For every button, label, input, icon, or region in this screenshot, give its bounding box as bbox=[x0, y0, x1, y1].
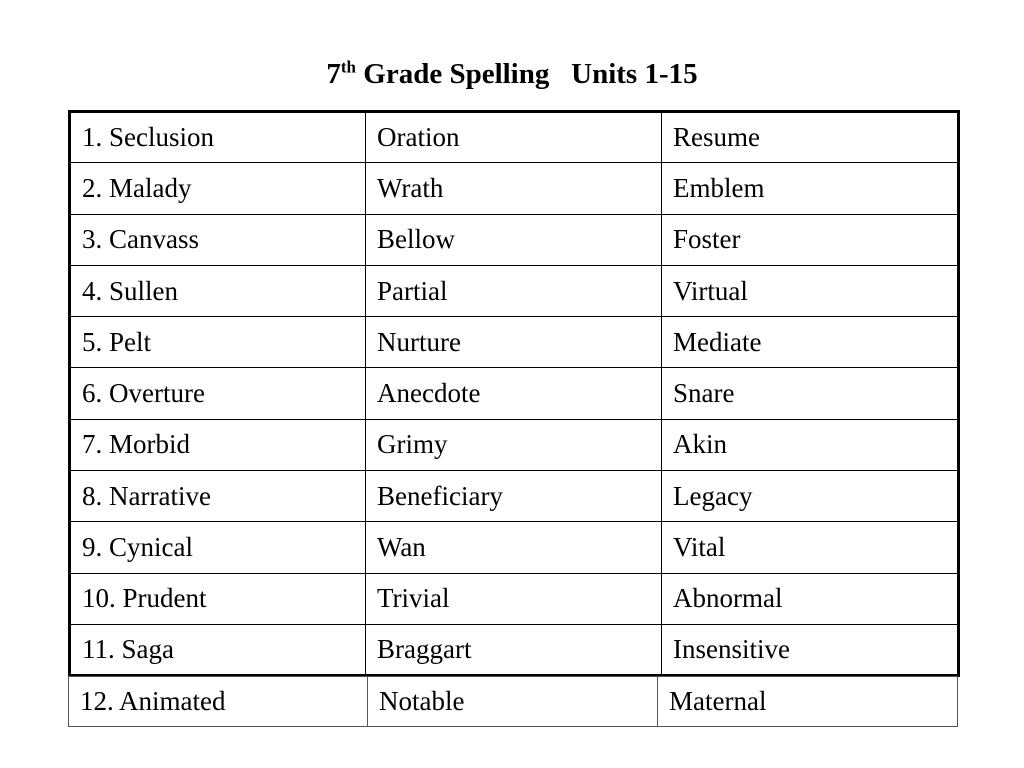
word-cell: Bellow bbox=[366, 214, 662, 265]
word-cell: 4. Sullen bbox=[70, 265, 366, 316]
word-cell: Nurture bbox=[366, 317, 662, 368]
word-cell: 6. Overture bbox=[70, 368, 366, 419]
word-cell: Wrath bbox=[366, 163, 662, 214]
word-cell: Beneficiary bbox=[366, 471, 662, 522]
table-row bbox=[70, 163, 959, 214]
table-row bbox=[70, 214, 959, 265]
title-superscript: th bbox=[340, 57, 357, 77]
word-cell: 2. Malady bbox=[70, 163, 366, 214]
title-number: 7 bbox=[326, 58, 341, 90]
table-row bbox=[69, 677, 958, 727]
word-cell: Grimy bbox=[366, 419, 662, 470]
word-cell: Mediate bbox=[662, 317, 959, 368]
page-title bbox=[0, 52, 1024, 96]
word-cell: Legacy bbox=[662, 471, 959, 522]
table-row bbox=[70, 419, 959, 470]
title-text: Grade Spelling Units 1-15 bbox=[356, 58, 698, 90]
word-cell: Resume bbox=[662, 112, 959, 163]
word-cell: 12. Animated bbox=[69, 677, 368, 727]
word-cell: Insensitive bbox=[662, 624, 959, 675]
word-cell: Wan bbox=[366, 522, 662, 573]
word-cell: 1. Seclusion bbox=[70, 112, 366, 163]
table-row bbox=[70, 368, 959, 419]
word-cell: Maternal bbox=[658, 677, 958, 727]
word-cell: Vital bbox=[662, 522, 959, 573]
word-cell: 5. Pelt bbox=[70, 317, 366, 368]
word-cell: Snare bbox=[662, 368, 959, 419]
word-cell: 9. Cynical bbox=[70, 522, 366, 573]
table-row bbox=[70, 573, 959, 624]
word-cell: Foster bbox=[662, 214, 959, 265]
word-cell: 10. Prudent bbox=[70, 573, 366, 624]
word-cell: Oration bbox=[366, 112, 662, 163]
word-cell: Partial bbox=[366, 265, 662, 316]
word-cell: Abnormal bbox=[662, 573, 959, 624]
table-row bbox=[70, 471, 959, 522]
table-row bbox=[70, 112, 959, 163]
word-cell: 7. Morbid bbox=[70, 419, 366, 470]
extra-word-row-table bbox=[68, 676, 958, 727]
word-cell: Emblem bbox=[662, 163, 959, 214]
word-cell: Braggart bbox=[366, 624, 662, 675]
word-cell: Akin bbox=[662, 419, 959, 470]
table-row bbox=[70, 265, 959, 316]
spelling-word-table bbox=[68, 110, 960, 677]
table-row bbox=[70, 317, 959, 368]
spelling-word-table-body bbox=[70, 112, 959, 676]
word-cell: Anecdote bbox=[366, 368, 662, 419]
word-cell: 11. Saga bbox=[70, 624, 366, 675]
word-cell: Trivial bbox=[366, 573, 662, 624]
table-row bbox=[70, 522, 959, 573]
word-cell: 8. Narrative bbox=[70, 471, 366, 522]
word-cell: Notable bbox=[368, 677, 658, 727]
word-cell: 3. Canvass bbox=[70, 214, 366, 265]
word-cell: Virtual bbox=[662, 265, 959, 316]
table-row bbox=[70, 624, 959, 675]
